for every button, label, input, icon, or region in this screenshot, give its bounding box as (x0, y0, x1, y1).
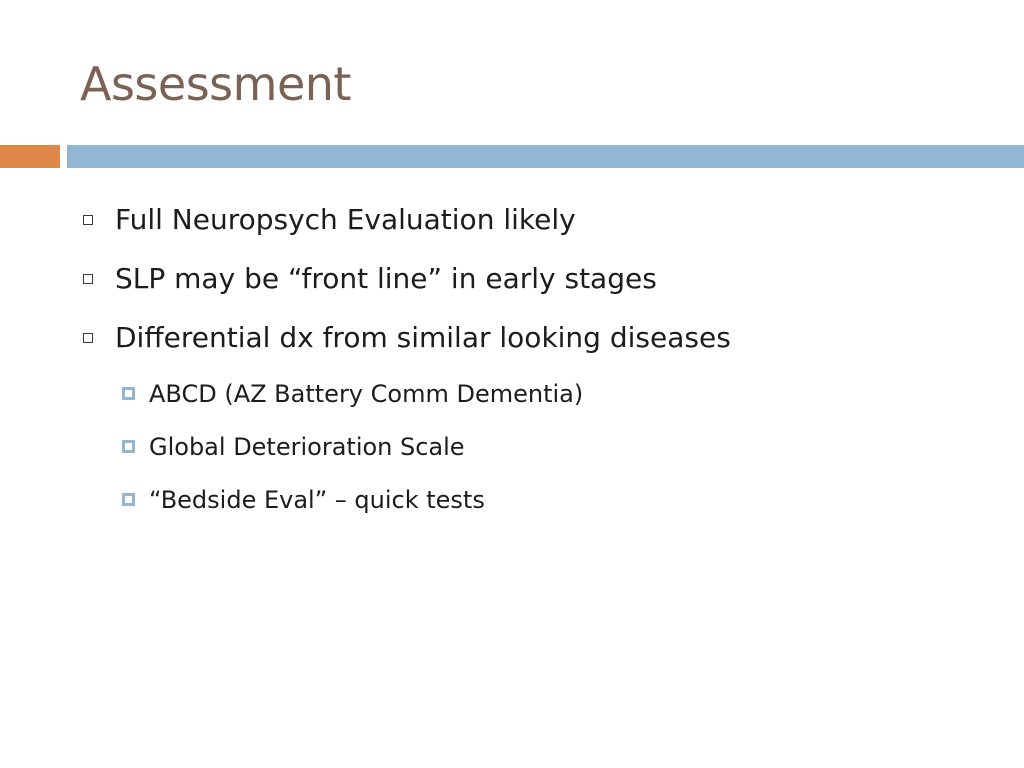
sub-bullet-item (80, 367, 980, 420)
filled-square-bullet-icon (122, 440, 135, 453)
bullet-text: Full Neuropsych Evaluation likely (115, 203, 576, 236)
accent-bar-orange (0, 145, 60, 168)
sub-bullet-item (80, 420, 980, 473)
sub-bullet-text: Global Deterioration Scale (149, 432, 465, 461)
hollow-square-bullet-icon (83, 274, 93, 284)
sub-bullet-text: ABCD (AZ Battery Comm Dementia) (149, 379, 584, 408)
sub-bullet-item (80, 473, 980, 526)
filled-square-bullet-icon (122, 387, 135, 400)
bullet-item (80, 190, 980, 249)
hollow-square-bullet-icon (83, 333, 93, 343)
bullet-item (80, 249, 980, 308)
bullet-text: SLP may be “front line” in early stages (115, 262, 657, 295)
accent-bar-blue (67, 145, 1024, 168)
bullet-text: Differential dx from similar looking diseases (115, 321, 731, 354)
filled-square-bullet-icon (122, 493, 135, 506)
bullet-item (80, 308, 980, 367)
bullet-list (80, 190, 980, 526)
slide-title: Assessment (80, 57, 351, 111)
sub-bullet-text: “Bedside Eval” – quick tests (149, 485, 485, 514)
hollow-square-bullet-icon (83, 215, 93, 225)
